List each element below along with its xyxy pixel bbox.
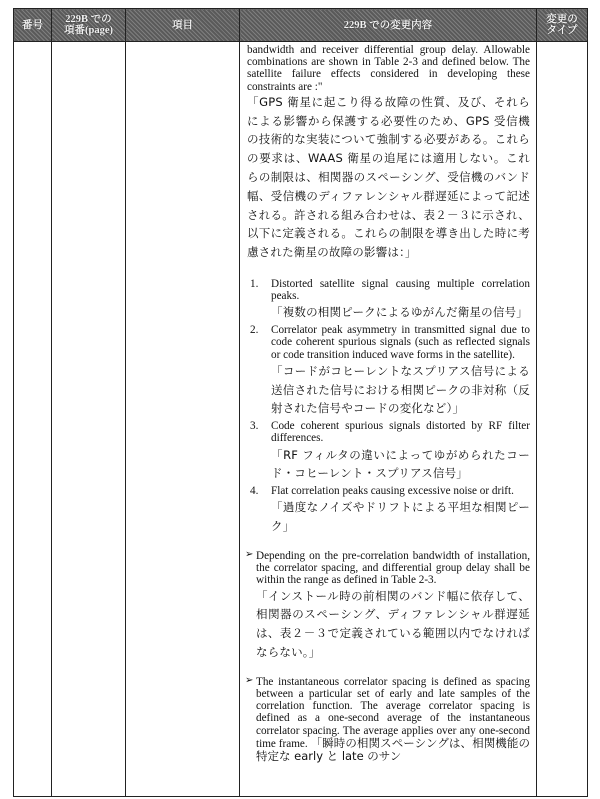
cell-number [14,42,52,797]
header-item-label: 項目 [172,19,193,31]
arrow-bullet-icon: ➢ [245,548,254,560]
header-item [126,9,240,42]
bullet-english: Depending on the pre-correlation bandwidth of installation, the correlator spacing, and differential group delay shall be within the range as defined in Table 2-3. [256,549,530,587]
header-row [14,9,588,42]
bullet-item [247,550,530,662]
list-item-number: 3. [250,420,259,433]
bullet-japanese: 「瞬時の相関スペーシングは、相関機能の特定な early と late のサン [256,735,530,763]
list-item [247,278,530,322]
list-item-japanese: 「過度なノイズやドリフトによる平坦な相関ピーク」 [271,500,530,534]
bullet-english [256,676,530,763]
changes-content [247,44,530,763]
header-number-label: 番号 [22,19,43,31]
list-item-english: Code coherent spurious signals distorted by RF filter differences. [271,420,530,445]
header-change-type-line2: タイプ [546,25,578,36]
table-row [14,42,588,797]
header-item-no-line2: 項番(page) [64,25,113,36]
list-item [247,485,530,536]
header-changes-label: 229B での変更内容 [343,19,433,31]
list-item-number: 2. [250,324,259,337]
arrow-bullet-icon: ➢ [245,674,254,686]
intro-english: bandwidth and receiver differential group delay. Allowable combinations are shown in Table 2-3 and defined below. The satellite failure effects considered in developing these constraints are :" [247,44,530,93]
cell-item-no [52,42,126,797]
cell-item [126,42,240,797]
list-item-english: Correlator peak asymmetry in transmitted signal due to code coherent spurious signals (such as reflected signals or code transition induced wave forms in the satellite). [271,324,530,361]
list-item-japanese: 「複数の相関ピークによるゆがんだ衛星の信号」 [271,305,528,320]
list-item-japanese: 「RF フィルタの違いによってゆがめられたコード・コヒーレント・スプリアス信号」 [271,447,530,481]
list-item-english: Flat correlation peaks causing excessive noise or drift. [271,485,514,498]
bullet-japanese: 「インストール時の前相関のバンド幅に依存して、相関器のスペーシング、ディファレンシャル群遅延は、表２－３で定義されている範囲以内でなければならない。」 [256,588,530,659]
list-item-japanese: 「コードがコヒーレントなスプリアス信号による送信された信号における相関ピークの非対称（反射された信号やコードの変化など）」 [271,363,530,416]
cell-change-type [537,42,588,797]
change-table [13,8,588,797]
header-change-type-line1: 変更の [546,14,578,25]
list-item-english: Distorted satellite signal causing multiple correlation peaks. [271,277,530,303]
intro-japanese: 「GPS 衛星に起こり得る故障の性質、及び、それらによる影響から保護する必要性のため、GPS 受信機の技術的な実装について強制する必要がある。これらの要求は、WAAS 衛星の追尾には適用しない。これらの制限は、相関器のスペーシング、受信機のバンド幅、受信機のディファレンシャル群遅延によって記述される。許される組み合わせは、表２－３に示され、以下に定義される。これらの制限を導き出した時に考慮された衛星の故障の影響は：」 [247,94,530,260]
header-number [14,9,52,42]
header-item-no-line1: 229B での [65,14,112,25]
list-item-number: 4. [250,485,259,498]
cell-changes [240,42,537,797]
list-item-number: 1. [250,277,259,290]
list-item [247,420,530,483]
bullet-item [247,676,530,763]
header-item-no [52,9,126,42]
header-changes [240,9,537,42]
list-item [247,324,530,418]
bullet-english-text: The instantaneous correlator spacing is defined as spacing between a particular set of early and late samples of the correlation function. The average correlator spacing is defined as a one-second average of the instantaneous correlator spacing. The average applies over any one-second time frame. [256,675,530,750]
header-change-type [537,9,588,42]
